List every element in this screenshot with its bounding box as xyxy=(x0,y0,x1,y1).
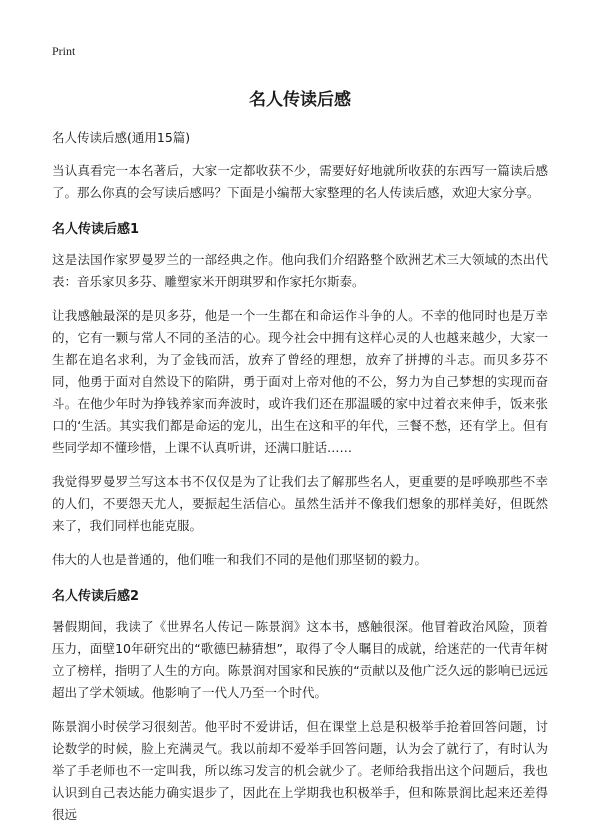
section-2-paragraph: 暑假期间，我读了《世界名人传记－陈景润》这本书，感触很深。他冒着政治风险，顶着压力，面壁10年研究出的“歌德巴赫猜想”，取得了令人瞩目的成就，给迷茫的一代青年树立了榜样，指明了人生的方向。陈景润对国家和民族的“贡献以及他广泛久远的影响已远远超出了学术领域。他影响了一代人乃至一个时代。 xyxy=(52,619,548,700)
page-title: 名人传读后感 xyxy=(249,90,351,110)
section-heading-1: 名人传读后感1 xyxy=(52,222,140,237)
intro-paragraph: 当认真看完一本名著后，大家一定都收获不少，需要好好地就所收获的东西写一篇读后感了。那么你真的会写读后感吗？下面是小编帮大家整理的名人传读后感，欢迎大家分享。 xyxy=(52,163,548,200)
section-2-paragraph: 陈景润小时侯学习很刻苦。他平时不爱讲话，但在课堂上总是积极举手抢着回答问题，讨论数学的时候，脸上充满灵气。我以前却不爱举手回答问题，认为会了就行了，有时认为举了手老师也不一定叫我，所以练习发言的机会就少了。老师给我指出这个问题后，我也认识到自己表达能力确实退步了，因此在上学期我也积极举手，但和陈景润比起来还差得很远 xyxy=(52,719,548,822)
section-1-paragraph: 伟大的人也是普通的，他们唯一和我们不同的是他们那坚韧的毅力。 xyxy=(52,552,428,567)
section-heading-2: 名人传读后感2 xyxy=(52,589,140,604)
section-1-paragraph: 让我感触最深的是贝多芬，他是一个一生都在和命运作斗争的人。不幸的他同时也是万幸的，它有一颗与常人不同的圣洁的心。现今社会中拥有这样心灵的人也越来越少，大家一生都在追名求利，为了金钱而活，放弃了曾经的理想，放弃了拼搏的斗志。而贝多芬不同，他勇于面对自然设下的陷阱，勇于面对上帝对他的不公，努力为自己梦想的实现而奋斗。在他少年时为挣钱养家而奔波时，或许我们还在那温暖的家中过着衣来伸手，饭来张口的‘生活。其实我们都是命运的宠儿，出生在这和平的年代，三餐不愁，还有学上。但有些同学却不懂珍惜，上课不认真听讲，还满口脏话…… xyxy=(52,308,548,455)
section-1-paragraph: 我觉得罗曼罗兰写这本书不仅仅是为了让我们去了解那些名人，更重要的是呼唤那些不幸的人们，不要怨天尤人，要振起生活信心。虽然生活并不像我们想象的那样美好，但既然来了，我们同样也能克服。 xyxy=(52,474,548,533)
print-link[interactable]: Print xyxy=(52,44,76,58)
section-1-paragraph: 这是法国作家罗曼罗兰的一部经典之作。他向我们介绍路整个欧洲艺术三大领域的杰出代表：音乐家贝多芬、雕塑家米开朗琪罗和作家托尔斯泰。 xyxy=(52,252,548,289)
document-subtitle: 名人传读后感(通用15篇) xyxy=(52,130,191,145)
